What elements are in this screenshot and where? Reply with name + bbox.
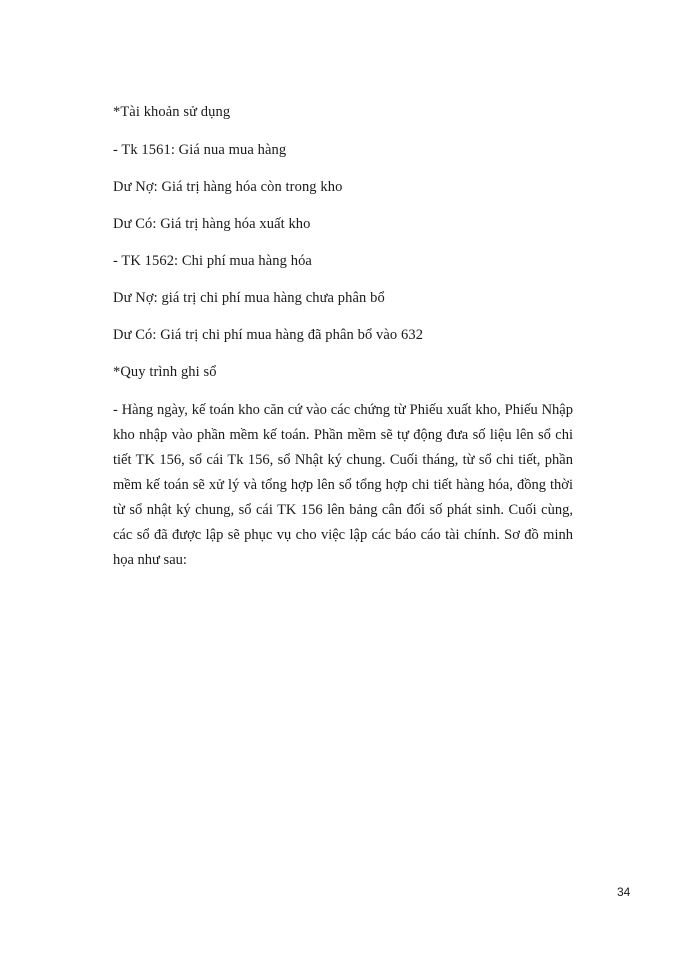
heading-accounts-used: *Tài khoản sử dụng xyxy=(113,104,231,120)
account-1561-line: - Tk 1561: Giá nua mua hàng xyxy=(113,142,287,158)
heading-recording-process: *Quy trình ghi sổ xyxy=(113,364,217,380)
process-description-paragraph: - Hàng ngày, kế toán kho căn cứ vào các chứng từ Phiếu xuất kho, Phiếu Nhập kho nhập vào phần mềm kế toán. Phần mềm sẽ tự động đưa số liệu lên sổ chi tiết TK 156, sổ cái Tk 156, sổ Nhật ký chung. Cuối tháng, từ sổ chi tiết, phần mềm kế toán sẽ xử lý và tổng hợp lên sổ tổng hợp chi tiết hàng hóa, đồng thời từ sổ nhật ký chung, sổ cái TK 156 lên bảng cân đối số phát sinh. Cuối cùng, các sổ đã được lập sẽ phục vụ cho việc lập các báo cáo tài chính. Sơ đồ minh họa như sau: xyxy=(113,402,573,568)
debit-1562-line: Dư Nợ: giá trị chi phí mua hàng chưa phân bổ xyxy=(113,290,385,306)
debit-1561-line: Dư Nợ: Giá trị hàng hóa còn trong kho xyxy=(113,179,343,195)
credit-1561-line: Dư Có: Giá trị hàng hóa xuất kho xyxy=(113,216,311,232)
account-1562-line: - TK 1562: Chi phí mua hàng hóa xyxy=(113,253,312,269)
credit-1562-line: Dư Có: Giá trị chi phí mua hàng đã phân bổ vào 632 xyxy=(113,327,424,343)
page-number: 34 xyxy=(617,885,631,899)
